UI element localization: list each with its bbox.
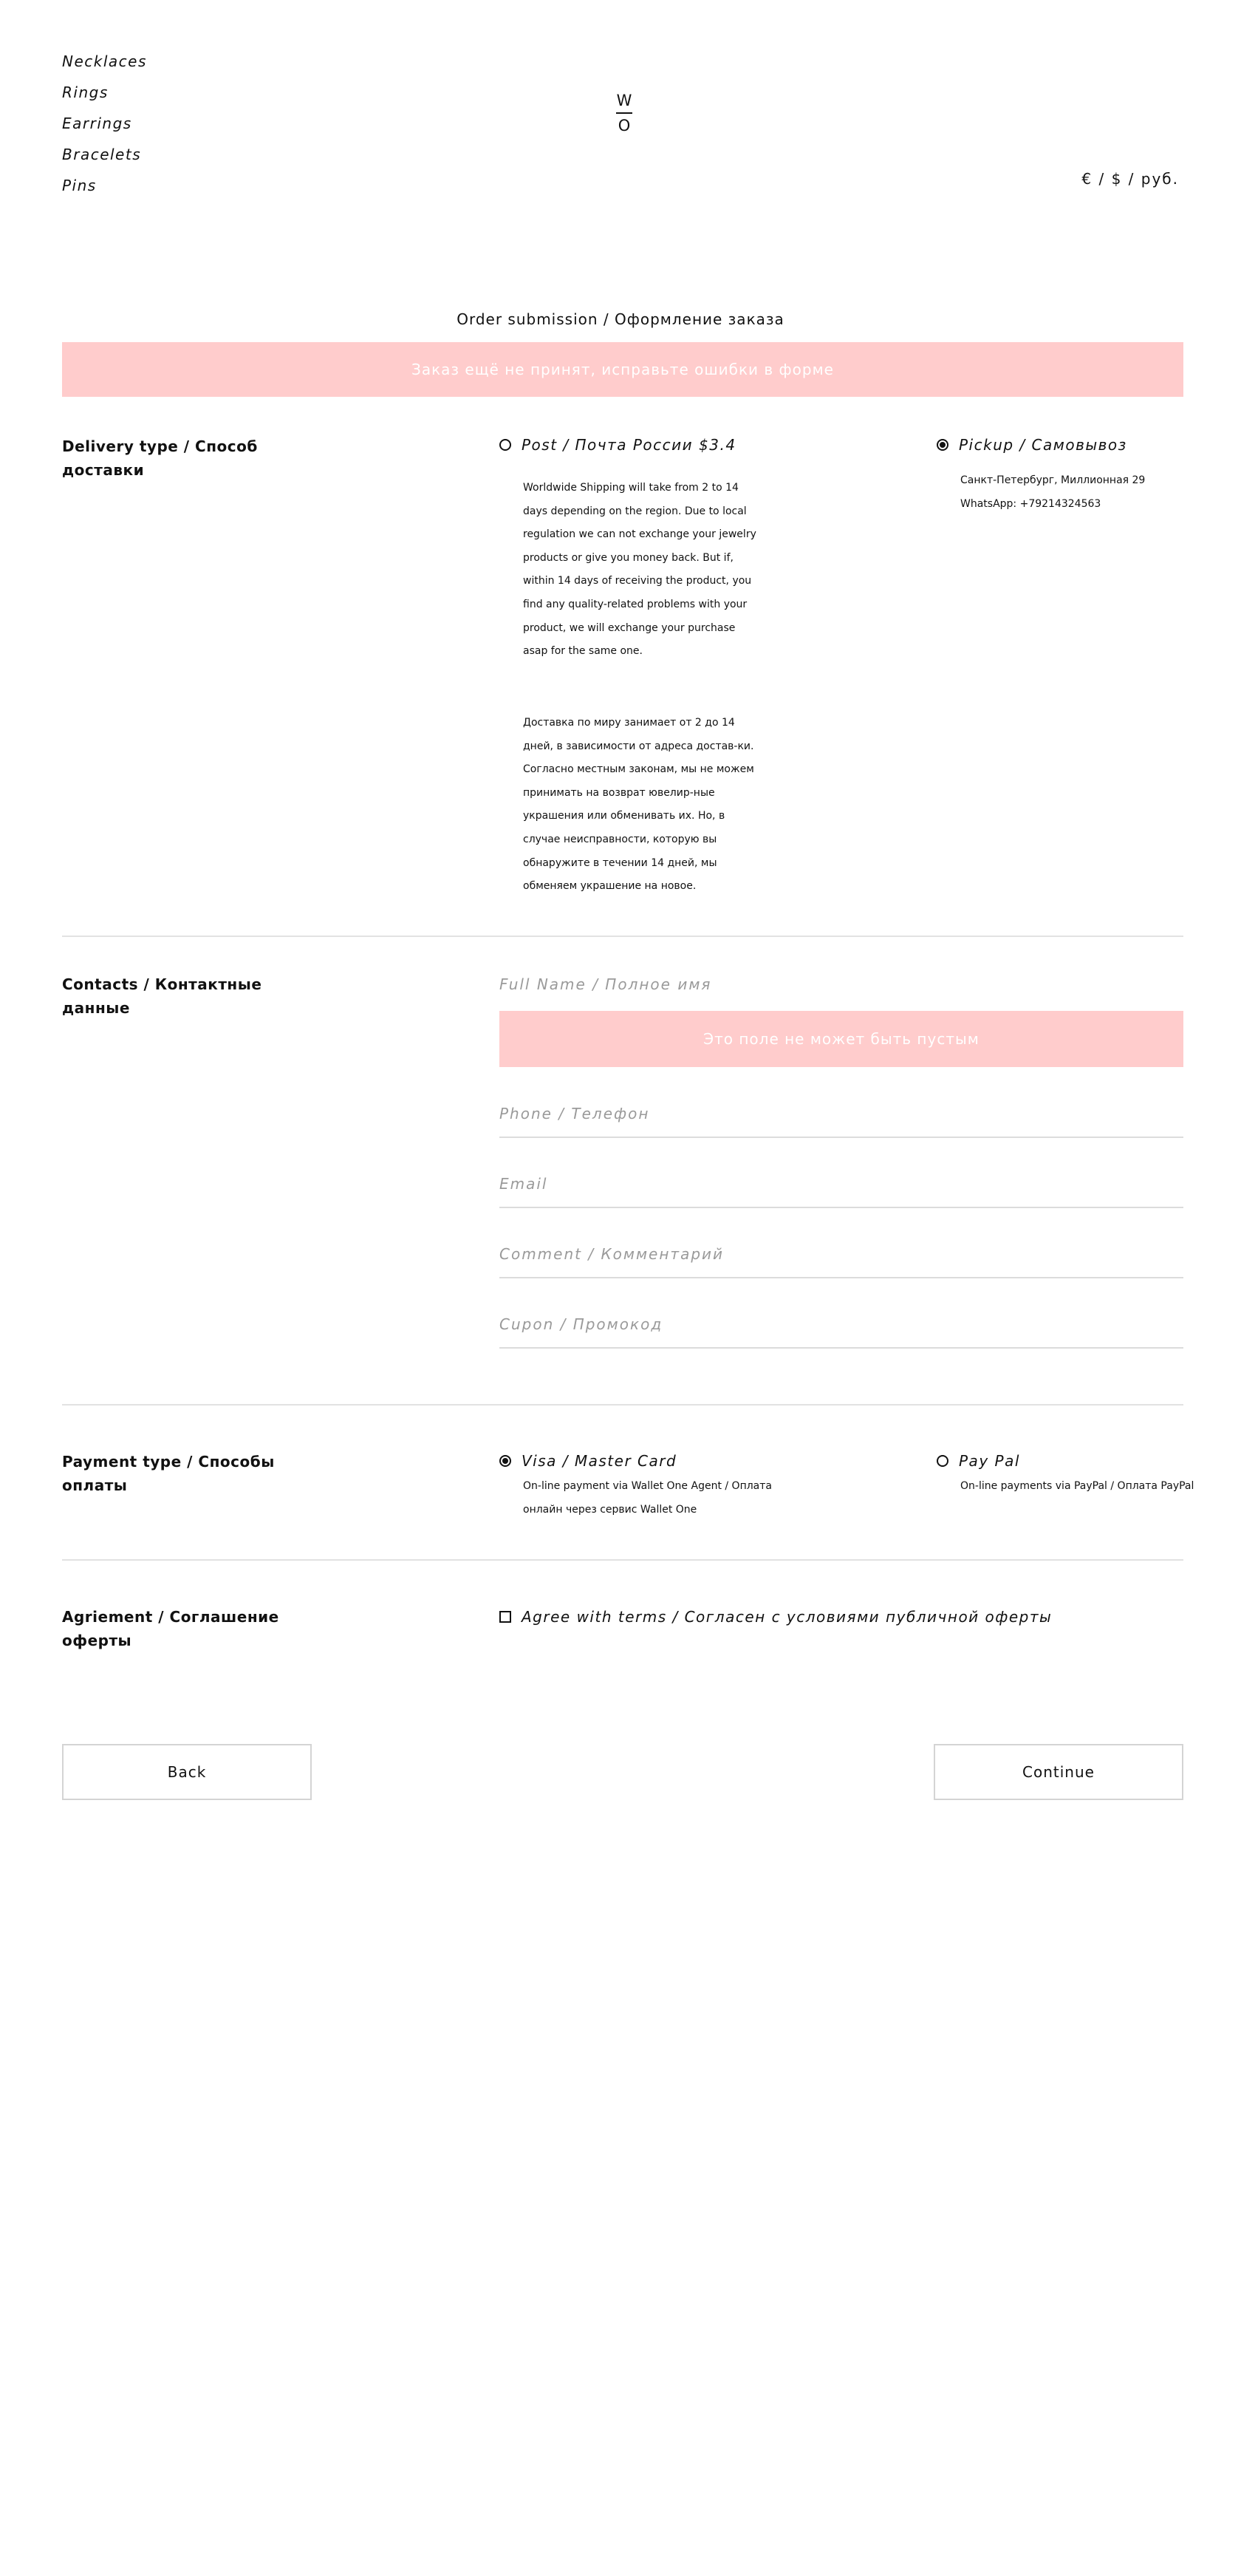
agree-terms-checkbox[interactable] xyxy=(499,1611,511,1623)
delivery-post-option[interactable] xyxy=(499,436,736,454)
logo-bottom: O xyxy=(618,117,631,134)
back-button[interactable]: Back xyxy=(62,1744,312,1800)
delivery-section-label: Delivery type / Способ доставки xyxy=(62,437,258,479)
continue-button[interactable]: Continue xyxy=(934,1744,1183,1800)
divider xyxy=(62,936,1183,937)
agree-terms-label: Agree with terms / Согласен с условиями публичной оферты xyxy=(522,1608,1053,1626)
nav-earrings[interactable]: Earrings xyxy=(62,115,132,132)
post-label: Post / Почта России $3.4 xyxy=(522,436,736,454)
payment-visa-option[interactable] xyxy=(499,1452,677,1470)
email-input[interactable] xyxy=(499,1161,1183,1208)
logo[interactable] xyxy=(613,92,635,134)
currency-switcher[interactable]: € / $ / руб. xyxy=(1081,170,1179,188)
full-name-error: Это поле не может быть пустым xyxy=(499,1011,1183,1067)
divider xyxy=(62,1404,1183,1405)
comment-input[interactable] xyxy=(499,1231,1183,1278)
nav-pins[interactable]: Pins xyxy=(62,177,97,194)
divider xyxy=(62,1559,1183,1561)
page-title: Order submission / Оформление заказа xyxy=(457,310,784,328)
visa-description: On-line payment via Wallet One Agent / Оплата онлайн через сервис Wallet One xyxy=(523,1480,772,1516)
phone-input[interactable] xyxy=(499,1091,1183,1138)
category-nav xyxy=(62,46,147,201)
pickup-label: Pickup / Самовывоз xyxy=(959,436,1127,454)
payment-paypal-option[interactable] xyxy=(937,1452,1020,1470)
contacts-section-label: Contacts / Контактные данные xyxy=(62,975,262,1017)
form-error-alert: Заказ ещё не принят, исправьте ошибки в форме xyxy=(62,342,1183,397)
visa-radio[interactable] xyxy=(499,1455,511,1467)
payment-section-label: Payment type / Способы оплаты xyxy=(62,1453,275,1494)
visa-label: Visa / Master Card xyxy=(522,1452,677,1470)
nav-necklaces[interactable]: Necklaces xyxy=(62,52,147,70)
agree-terms-option[interactable] xyxy=(499,1608,1052,1626)
pickup-address: Санкт-Петербург, Миллионная 29 xyxy=(960,474,1146,486)
pickup-radio[interactable] xyxy=(937,439,948,451)
logo-bar xyxy=(616,112,632,114)
post-description-ru: Доставка по миру занимает от 2 до 14 дней, в зависимости от адреса достав-ки. Согласно местным законам, мы не можем принимать на возврат ювелир-ные украшения или обменивать их. Но, в случае неисправности, которую вы обнаружите в течении 14 дней, мы обменяем украшение на новое. xyxy=(523,717,754,893)
nav-rings[interactable]: Rings xyxy=(62,84,109,101)
delivery-pickup-option[interactable] xyxy=(937,436,1127,454)
post-radio[interactable] xyxy=(499,439,511,451)
coupon-input[interactable] xyxy=(499,1301,1183,1349)
nav-bracelets[interactable]: Bracelets xyxy=(62,146,142,163)
paypal-radio[interactable] xyxy=(937,1455,948,1467)
full-name-input[interactable] xyxy=(499,961,1183,1008)
paypal-label: Pay Pal xyxy=(959,1452,1020,1470)
post-description-en: Worldwide Shipping will take from 2 to 14 days depending on the region. Due to local regulation we can not exchange your jewelry products or give you money back. But if, within 14 days of receiving the product, you find any quality-related problems with your product, we will exchange your purchase asap for the same one. xyxy=(523,482,756,658)
agreement-section-label: Agriement / Соглашение оферты xyxy=(62,1608,279,1649)
logo-top: W xyxy=(616,92,632,109)
pickup-whatsapp: WhatsApp: +79214324563 xyxy=(960,498,1101,510)
paypal-description: On-line payments via PayPal / Оплата PayPal xyxy=(960,1480,1194,1492)
